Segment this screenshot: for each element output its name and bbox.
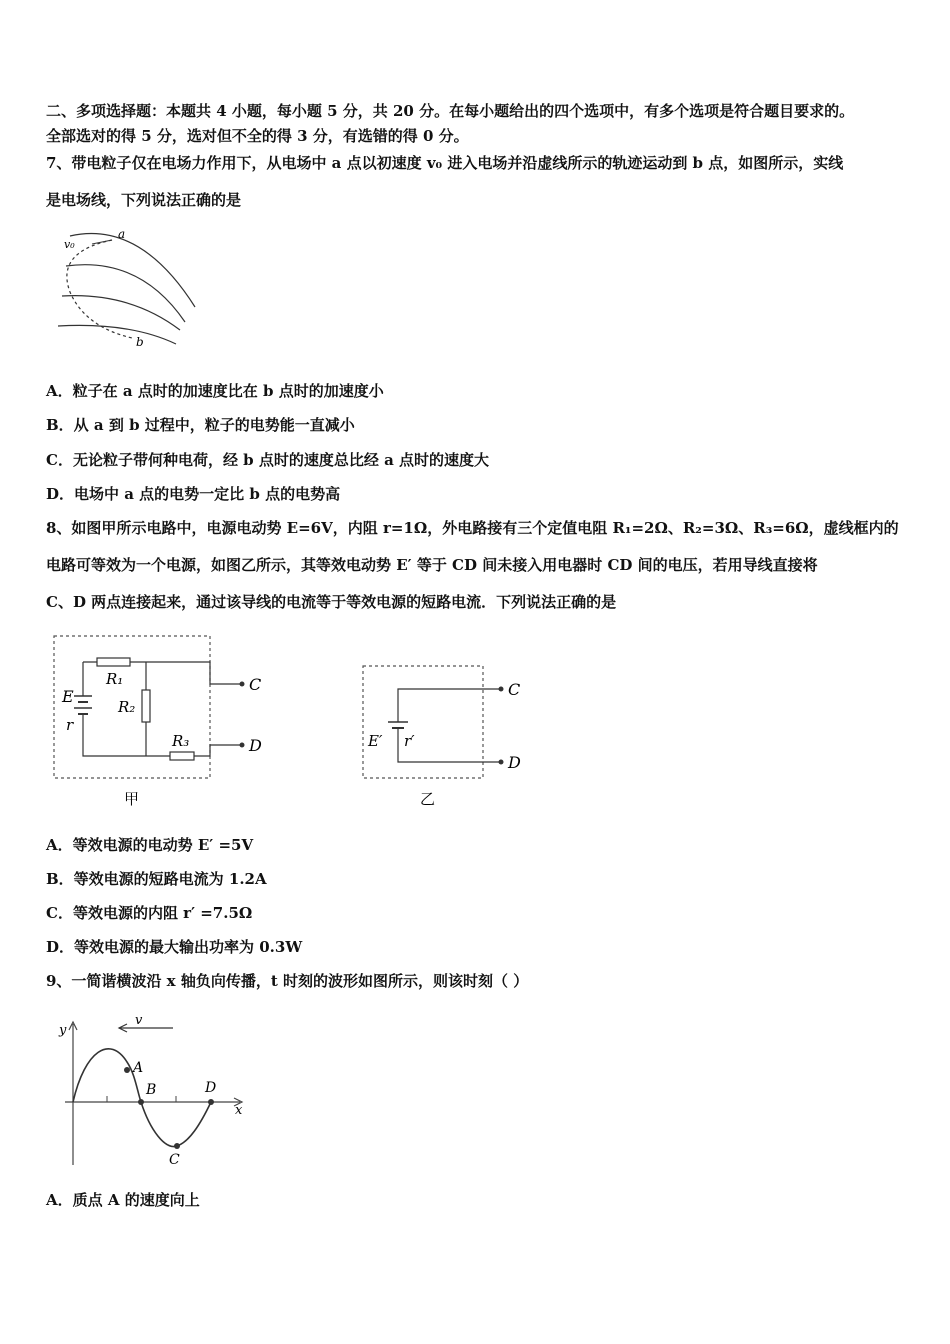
q7-option-c[interactable]: C．无论粒子带何种电荷，经 b 点时的速度总比经 a 点时的速度大 xyxy=(46,451,490,469)
q8-stem-line2: 电路可等效为一个电源，如图乙所示，其等效电动势 E′ 等于 CD 间未接入用电器时 CD 间的电压，若用导线直接将 xyxy=(46,556,818,574)
label-D-yi: D xyxy=(508,753,521,772)
point-C xyxy=(174,1143,180,1149)
q9-stem: 9、一简谐横波沿 x 轴负向传播，t 时刻的波形如图所示，则该时刻（ ） xyxy=(46,972,529,990)
q8-circuit-yi xyxy=(360,660,540,810)
label-v: v xyxy=(135,1013,143,1028)
label-a: a xyxy=(118,227,126,241)
resistor-r2 xyxy=(142,690,150,722)
trajectory-dashed xyxy=(67,240,132,338)
terminal-c-jia xyxy=(240,682,245,687)
label-C: C xyxy=(169,1152,180,1168)
q8-stem-line3: C、D 两点连接起来，通过该导线的电流等于等效电源的短路电流．下列说法正确的是 xyxy=(46,593,617,611)
point-A xyxy=(124,1067,130,1073)
section-heading-line1: 二、多项选择题：本题共 4 小题，每小题 5 分，共 20 分。在每小题给出的四个选项中，有多个选项是符合题目要求的。 xyxy=(46,102,855,120)
label-B: B xyxy=(146,1082,157,1098)
q9-option-a[interactable]: A．质点 A 的速度向上 xyxy=(46,1191,200,1209)
wire-yi xyxy=(398,689,500,762)
resistor-r1 xyxy=(97,658,130,666)
caption-yi: 乙 xyxy=(420,790,436,808)
q9-wave-figure xyxy=(55,1010,255,1170)
q8-option-d[interactable]: D．等效电源的最大输出功率为 0.3W xyxy=(46,938,303,956)
label-A: A xyxy=(133,1060,144,1076)
label-D-jia: D xyxy=(249,736,262,755)
field-line-4 xyxy=(58,325,176,344)
label-R1: R₁ xyxy=(106,670,124,688)
label-C-jia: C xyxy=(249,675,262,694)
label-D: D xyxy=(205,1080,217,1096)
label-E: E xyxy=(62,687,74,706)
label-v0: v₀ xyxy=(64,238,75,251)
q8-circuit-jia xyxy=(50,632,280,810)
label-r-prime: r′ xyxy=(404,732,415,750)
label-x: x xyxy=(235,1103,243,1118)
label-E-prime: E′ xyxy=(368,732,383,750)
q7-field-figure xyxy=(50,222,210,352)
label-C-yi: C xyxy=(508,680,521,699)
label-b: b xyxy=(136,335,144,349)
point-D xyxy=(208,1099,214,1105)
q7-stem-line1: 7、带电粒子仅在电场力作用下，从电场中 a 点以初速度 v₀ 进入电场并沿虚线所示的轨迹运动到 b 点，如图所示，实线 xyxy=(46,154,844,172)
label-y: y xyxy=(59,1023,67,1038)
caption-jia: 甲 xyxy=(124,790,140,808)
section-heading-line2: 全部选对的得 5 分，选对但不全的得 3 分，有选错的得 0 分。 xyxy=(46,127,469,145)
q8-option-b[interactable]: B．等效电源的短路电流为 1.2A xyxy=(46,870,267,888)
q7-option-d[interactable]: D．电场中 a 点的电势一定比 b 点的电势高 xyxy=(46,485,341,503)
q8-option-c[interactable]: C．等效电源的内阻 r′ =7.5Ω xyxy=(46,904,253,922)
terminal-d-yi xyxy=(499,760,504,765)
point-B xyxy=(138,1099,144,1105)
q8-stem-line1: 8、如图甲所示电路中，电源电动势 E=6V，内阻 r=1Ω，外电路接有三个定值电阻 R₁=2Ω、R₂=3Ω、R₃=6Ω，虚线框内的 xyxy=(46,519,899,537)
dashed-box-yi xyxy=(363,666,483,778)
q8-option-a[interactable]: A．等效电源的电动势 E′ =5V xyxy=(46,836,254,854)
resistor-r3 xyxy=(170,752,194,760)
q7-option-a[interactable]: A．粒子在 a 点时的加速度比在 b 点时的加速度小 xyxy=(46,382,384,400)
q7-stem-line2: 是电场线，下列说法正确的是 xyxy=(46,191,242,209)
label-R2: R₂ xyxy=(118,698,136,716)
q7-option-b[interactable]: B．从 a 到 b 过程中，粒子的电势能一直减小 xyxy=(46,416,355,434)
label-R3: R₃ xyxy=(172,732,190,750)
label-r: r xyxy=(66,716,74,734)
terminal-c-yi xyxy=(499,687,504,692)
v0-arrow xyxy=(92,240,112,244)
terminal-d-jia xyxy=(240,743,245,748)
